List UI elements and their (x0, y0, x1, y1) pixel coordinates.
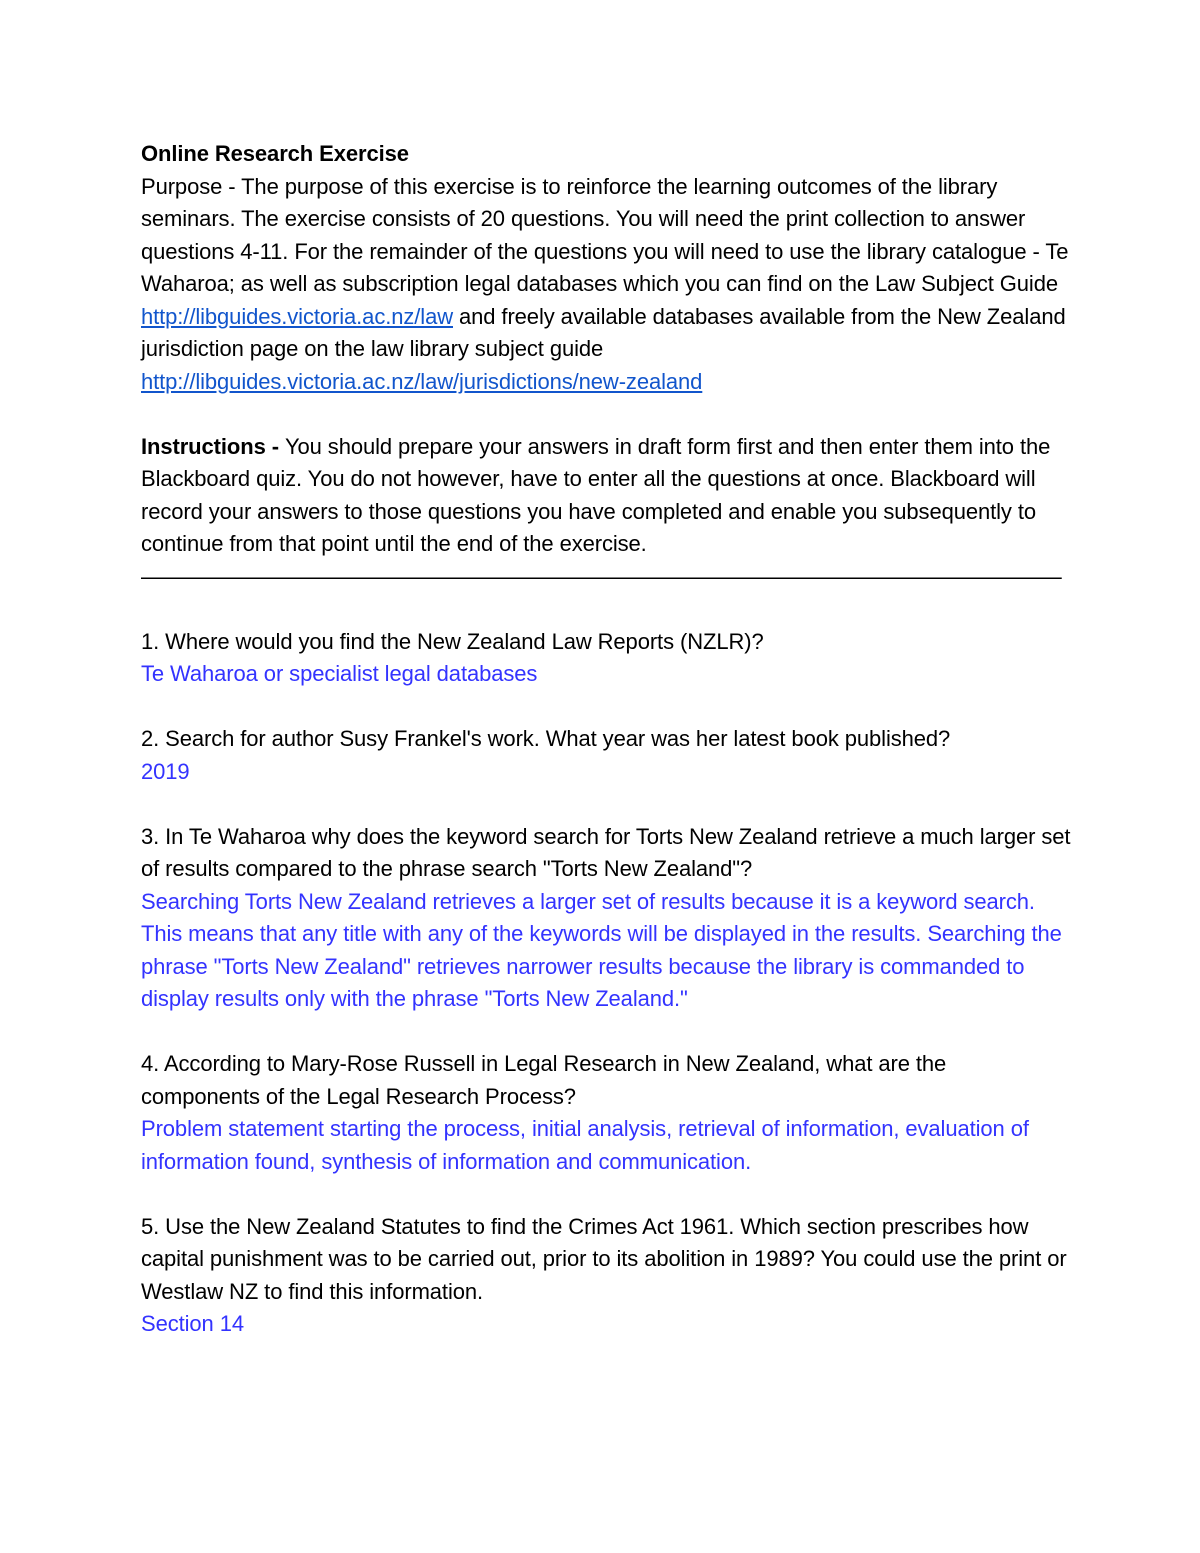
answer-1: Te Waharoa or specialist legal databases (141, 661, 538, 686)
document-title: Online Research Exercise (141, 141, 409, 166)
spacer (141, 1016, 1071, 1049)
question-5: 5. Use the New Zealand Statutes to find the Crimes Act 1961. Which section prescribes how capital punishment was to be carried out, prior to its abolition in 1989? You could use the print or Westlaw NZ to find this information. (141, 1213, 1067, 1304)
spacer (141, 593, 1071, 626)
answer-4: Problem statement starting the process, initial analysis, retrieval of information, evaluation of information found, synthesis of information and communication. (141, 1116, 1029, 1174)
document-page (141, 138, 1071, 1341)
answer-2: 2019 (141, 758, 190, 784)
divider-line: ——————————————————————————————————————————— (141, 563, 1062, 589)
instructions-paragraph (141, 431, 1071, 561)
question-4: 4. According to Mary-Rose Russell in Legal Research in New Zealand, what are the components of the Legal Research Process? (141, 1051, 947, 1109)
spacer (141, 691, 1071, 724)
instructions-text: You should prepare your answers in draft form first and then enter them into the Blackboard quiz. You do not however, have to enter all the questions at once. Blackboard will record your answers to those questions you have completed and enable you subsequently to continue from that point until the end of the exercise. (141, 433, 1051, 556)
question-3: 3. In Te Waharoa why does the keyword search for Torts New Zealand retrieve a much larger set of results compared to the phrase search "Torts New Zealand"? (141, 823, 1071, 881)
law-subject-guide-link[interactable]: http://libguides.victoria.ac.nz/law (141, 303, 453, 329)
spacer (141, 398, 1071, 431)
purpose-text-continued: and freely available databases available from the New Zealand jurisdiction page on the law library subject guide (141, 303, 1066, 361)
spacer (141, 788, 1071, 821)
spacer (141, 1178, 1071, 1211)
instructions-label: Instructions - (141, 433, 285, 459)
question-1: 1. Where would you find the New Zealand Law Reports (NZLR)? (141, 628, 764, 654)
answer-3: Searching Torts New Zealand retrieves a larger set of results because it is a keyword search. This means that any title with any of the keywords will be displayed in the results. Searching the phrase "Torts New Zealand" retrieves narrower results because the library is commanded to display results only with the phrase "Torts New Zealand." (141, 888, 1062, 1011)
question-2: 2. Search for author Susy Frankel's work. What year was her latest book published? (141, 726, 951, 751)
answer-5: Section 14 (141, 1311, 244, 1336)
nz-jurisdiction-link[interactable]: http://libguides.victoria.ac.nz/law/jurisdictions/new-zealand (141, 368, 703, 394)
purpose-text: Purpose - The purpose of this exercise is to reinforce the learning outcomes of the library seminars. The exercise consists of 20 questions. You will need the print collection to answer questions 4-11. For the remainder of the questions you will need to use the library catalogue - Te Waharoa; as well as subscription legal databases which you can find on the Law Subject Guide (141, 173, 1069, 296)
purpose-paragraph (141, 171, 1071, 399)
